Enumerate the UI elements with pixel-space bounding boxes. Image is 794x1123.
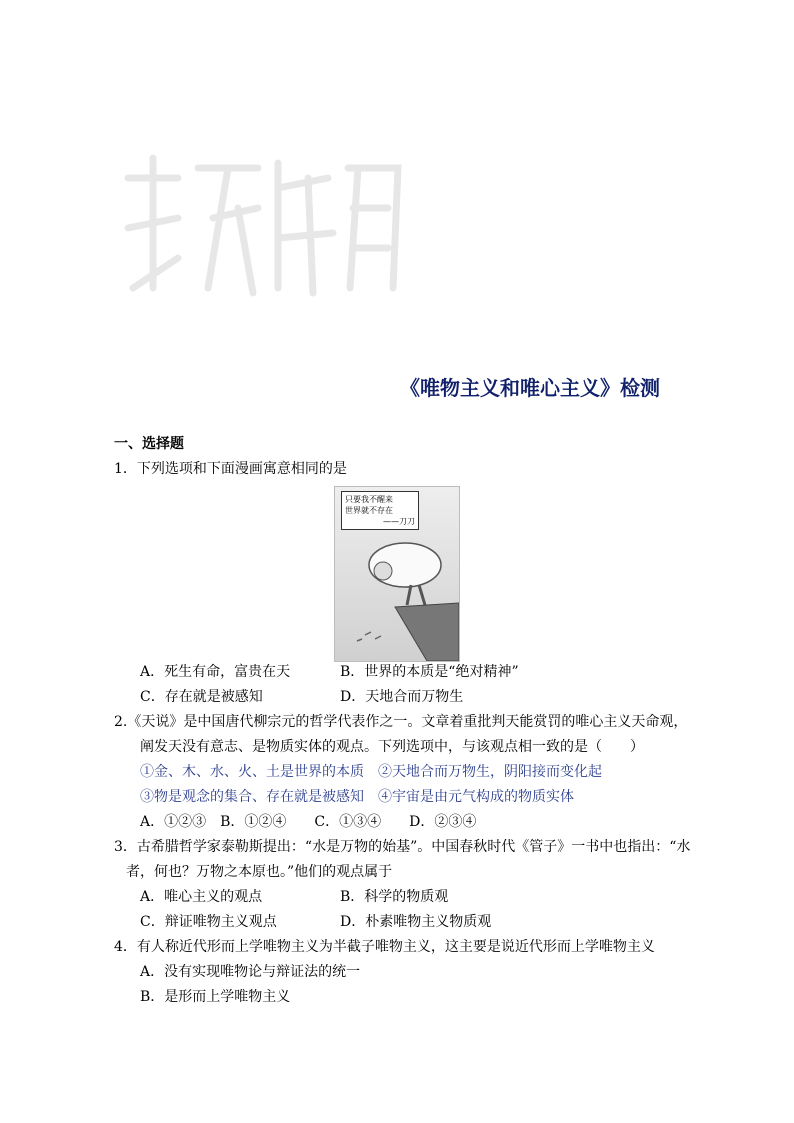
option-a: A．唯心主义的观点 xyxy=(140,889,263,905)
page-title: 《唯物主义和唯心主义》检测 xyxy=(400,376,660,400)
cartoon-caption: 只要我不醒来 世界就不存在 ——刀刀 xyxy=(341,491,419,530)
option-d: D．朴素唯物主义物质观 xyxy=(340,914,492,930)
question-3-options-row-2 xyxy=(114,910,694,935)
question-2-stem-1: 2.《天说》是中国唐代柳宗元的哲学代表作之一。文章着重批判天能赏罚的唯心主义天命观， xyxy=(114,714,688,730)
question-list xyxy=(114,432,694,1010)
option-c: C．存在就是被感知 xyxy=(140,689,263,705)
section-heading: 一、选择题 xyxy=(114,436,184,452)
question-4-stem: 4．有人称近代形而上学唯物主义为半截子唯物主义，这主要是说近代形而上学唯物主义 xyxy=(114,939,655,955)
option-b: B．科学的物质观 xyxy=(340,889,449,905)
question-1-figure xyxy=(114,482,694,660)
question-1-options-row-1 xyxy=(114,660,694,685)
option-b: B．是形而上学唯物主义 xyxy=(140,989,291,1005)
question-2-choices: A．①②③ B．①②④ C．①③④ D．②③④ xyxy=(140,814,477,830)
cartoon-image xyxy=(334,486,460,662)
cartoon-drawing xyxy=(335,487,459,661)
question-1-stem: 1．下列选项和下面漫画寓意相同的是 xyxy=(114,461,347,477)
question-3-options-row-1 xyxy=(114,885,694,910)
option-d: D．天地合而万物生 xyxy=(340,689,464,705)
question-2-items-1: ①金、木、水、火、土是世界的本质 ②天地合而万物生，阴阳接而变化起 xyxy=(140,764,602,780)
watermark-logo xyxy=(118,148,408,308)
question-1-options-row-2 xyxy=(114,685,694,710)
option-c: C．辩证唯物主义观点 xyxy=(140,914,277,930)
option-b: B．世界的本质是“绝对精神” xyxy=(340,664,519,680)
question-2-items-2: ③物是观念的集合、存在就是被感知 ④宇宙是由元气构成的物质实体 xyxy=(140,789,574,805)
question-3-stem-1: 3．古希腊哲学家泰勒斯提出：“水是万物的始基”。中国春秋时代《管子》一书中也指出：“水 xyxy=(114,839,691,855)
question-3-stem-2: 者，何也？万物之本原也。”他们的观点属于 xyxy=(126,864,393,880)
option-a: A．没有实现唯物论与辩证法的统一 xyxy=(140,964,361,980)
question-2-stem-2: 阐发天没有意志、是物质实体的观点。下列选项中，与该观点相一致的是（ ） xyxy=(140,739,644,755)
option-a: A．死生有命，富贵在天 xyxy=(140,664,291,680)
